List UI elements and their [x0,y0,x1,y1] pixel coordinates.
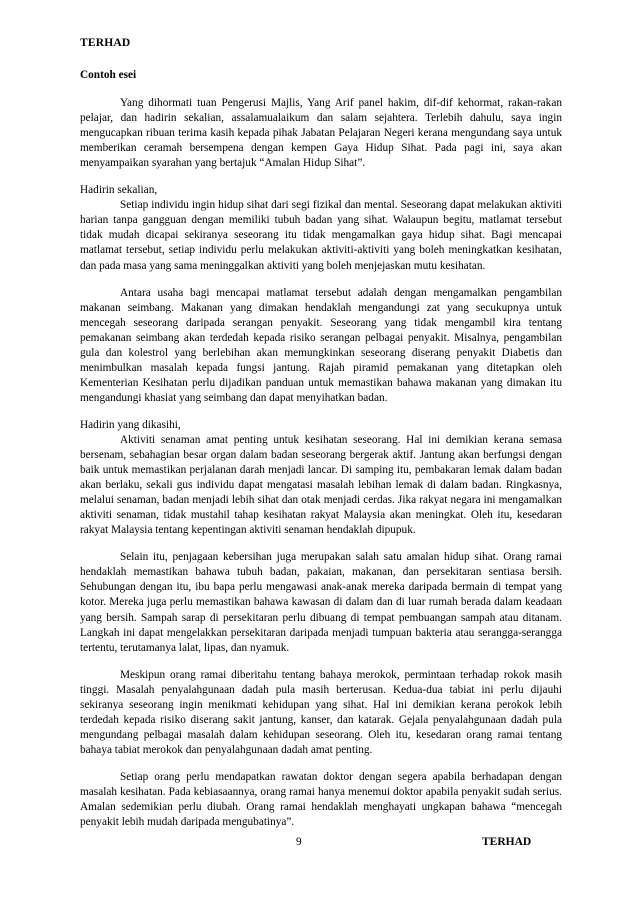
header-classification: TERHAD [80,37,131,49]
salutation-2: Hadirin yang dikasihi, [80,418,181,431]
salutation-1: Hadirin sekalian, [80,184,158,197]
paragraph-smoking-drugs: Meskipun orang ramai diberitahu tentang bahaya merokok, permintaan terhadap rokok masih tinggi. Masalah penyalahgunaan dadah pula masih berterusan. Kedua-dua tabiat ini perlu dijauhi sekiranya seseorang ingin menikmati kehidupan yang sihat. Hal ini demikian kerana perokok lebih terdedah kepada risiko diserang sakit jantung, kanser, dan katarak. Gejala penyalahgunaan dadah pula mengundang pelbagai masalah dalam kehidupan seseorang. Oleh itu, kesedaran orang ramai tentang bahaya tabiat merokok dan penyalahgunaan dadah amat penting. [80,668,562,756]
paragraph-balanced-diet: Antara usaha bagi mencapai matlamat tersebut adalah dengan mengamalkan pengambilan makanan seimbang. Makanan yang dimakan hendaklah mengandungi zat yang secukupnya untuk mencegah seseorang daripada serangan penyakit. Seseorang yang tidak mengambil kira tentang pemakanan seimbang akan terdedah kepada risiko serangan pelbagai penyakit. Misalnya, pengambilan gula dan kolestrol yang berlebihan akan memungkinkan seseorang diserang penyakit Diabetis dan menimbulkan masalah kepada fungsi jantung. Rajah piramid pemakanan yang ditetapkan oleh Kementerian Kesihatan perlu dijadikan panduan untuk memastikan bahawa makanan yang dimakan itu mengandungi khasiat yang seimbang dan dapat menyihatkan badan. [80,286,562,404]
essay-body [80,68,562,842]
paragraph-intro: Yang dihormati tuan Pengerusi Majlis, Yang Arif panel hakim, dif-dif kehormat, rakan-rakan pelajar, dan hadirin sekalian, assalamualaikum dan salam sejahtera. Terlebih dahulu, saya ingin mengucapkan ribuan terima kasih kepada pihak Jabatan Pelajaran Negeri kerana mengundang saya untuk memberikan ceramah bersempena dengan kempen Gaya Hidup Sihat. Pada pagi ini, saya akan menyampaikan syarahan yang bertajuk “Amalan Hidup Sihat”. [80,97,562,170]
paragraph-healthy-life: Setiap individu ingin hidup sihat dari segi fizikal dan mental. Seseorang dapat melakukan aktiviti harian tanpa gangguan dengan memiliki tubuh badan yang sihat. Walaupun begitu, matlamat tersebut tidak mudah dicapai sekiranya seseorang itu tidak mengamalkan gaya hidup sihat. Bagi mencapai matlamat tersebut, setiap individu perlu melakukan aktiviti-aktiviti yang boleh meningkatkan kesihatan, dan pada masa yang sama meninggalkan aktiviti yang boleh menjejaskan mutu kesihatan. [80,199,562,272]
page-number: 9 [296,836,302,848]
essay-title: Contoh esei [80,69,137,81]
paragraph-exercise: Aktiviti senaman amat penting untuk kesihatan seseorang. Hal ini demikian kerana semasa bersenam, sebahagian besar organ dalam badan seseorang bergerak aktif. Jantung akan berfungsi dengan baik untuk memastikan perjalanan darah menjadi lancar. Di samping itu, pembakaran lemak dalam badan akan berlaku, sekali gus individu dapat mengatasi masalah lebihan lemak di dalam badan. Ringkasnya, melalui senaman, badan menjadi lebih sihat dan otak menjadi cerdas. Jika rakyat negara ini mengamalkan aktiviti senaman, tidak mustahil tahap kesihatan rakyat Malaysia akan meningkat. Oleh itu, kesedaran rakyat Malaysia tentang kepentingan aktiviti senaman hendaklah dipupuk. [80,433,562,537]
footer-classification: TERHAD [482,836,532,848]
paragraph-cleanliness: Selain itu, penjagaan kebersihan juga merupakan salah satu amalan hidup sihat. Orang ramai hendaklah memastikan bahawa tubuh badan, pakaian, makanan, dan persekitaran sentiasa bersih. Sehubungan dengan itu, ibu bapa perlu mengawasi anak-anak mereka daripada bermain di tempat yang kotor. Mereka juga perlu memastikan bahawa kawasan di dalam dan di luar rumah berada dalam keadaan yang bersih. Sampah sarap di persekitaran perlu dibuang di tempat pembuangan sampah atau ditanam. Langkah ini dapat mengelakkan persekitaran daripada menjadi tumpuan bakteria atau serangga-serangga tertentu, terutamanya lalat, lipas, dan nyamuk. [80,551,562,654]
paragraph-doctor: Setiap orang perlu mendapatkan rawatan doktor dengan segera apabila berhadapan dengan masalah kesihatan. Pada kebiasaannya, orang ramai hanya menemui doktor apabila penyakit sudah serius. Amalan sedemikian perlu diubah. Orang ramai hendaklah menghayati ungkapan bahawa “mencegah penyakit lebih mudah daripada mengubatinya”. [80,770,562,829]
